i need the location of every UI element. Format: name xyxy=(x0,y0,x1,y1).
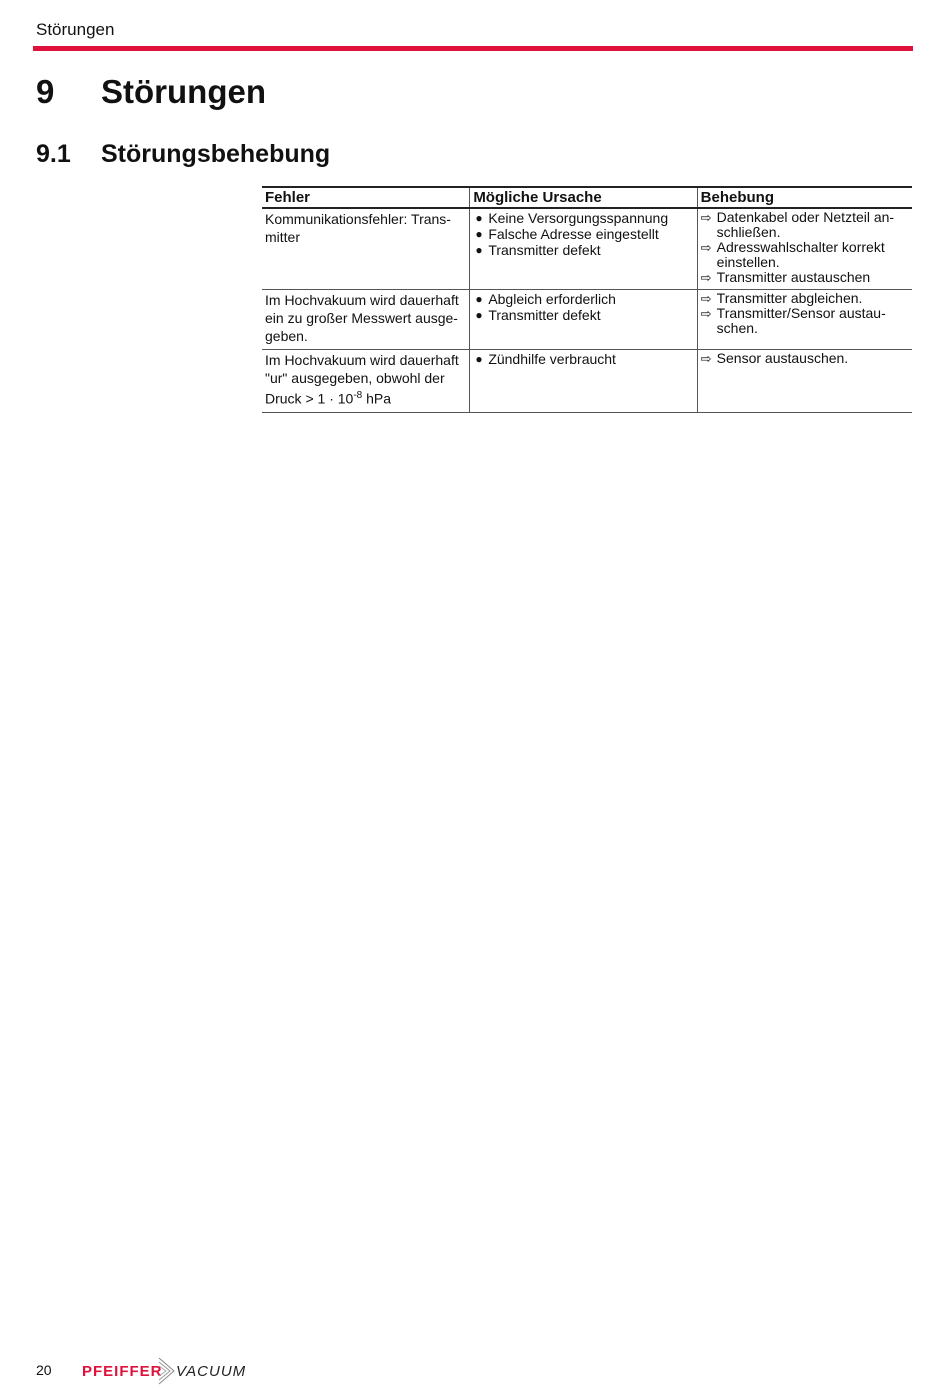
arrow-right-icon: ⇨ xyxy=(700,351,712,366)
table-row xyxy=(262,350,912,413)
page-number: 20 xyxy=(36,1362,52,1378)
pressure-prefix: Druck > 1 · 10 xyxy=(265,390,354,407)
remedy-text: Transmitter/Sensor austau-schen. xyxy=(716,305,886,336)
header-rule xyxy=(33,46,913,51)
bullet-icon: ● xyxy=(475,243,483,257)
arrow-right-icon: ⇨ xyxy=(700,306,712,321)
remedy-text: Transmitter austauschen xyxy=(716,269,871,285)
arrow-right-icon: ⇨ xyxy=(700,210,712,225)
remedy-item xyxy=(701,270,909,285)
column-header-cause: Mögliche Ursache xyxy=(470,187,697,208)
cause-text: Zündhilfe verbraucht xyxy=(488,351,616,367)
remedy-item xyxy=(701,210,909,240)
brand-logo xyxy=(82,1356,262,1386)
cause-item xyxy=(473,307,693,323)
troubleshooting-table xyxy=(262,186,912,413)
cause-text: Abgleich erforderlich xyxy=(488,291,616,307)
fault-line: geben. xyxy=(265,328,308,344)
remedy-text: Transmitter abgleichen. xyxy=(716,290,863,306)
cause-item xyxy=(473,226,693,242)
arrow-right-icon: ⇨ xyxy=(700,270,712,285)
fault-line: ein zu großer Messwert ausge- xyxy=(265,310,458,326)
remedy-text: Adresswahlschalter korrekt einstellen. xyxy=(716,239,885,270)
cause-cell xyxy=(470,290,697,350)
cause-cell xyxy=(470,208,697,290)
logo-swoosh-icon xyxy=(158,1356,176,1386)
bullet-icon: ● xyxy=(475,211,483,225)
remedy-item xyxy=(701,306,909,336)
chapter-title: Störungen xyxy=(101,73,266,110)
brand-primary: PFEIFFER xyxy=(82,1363,163,1380)
table-header-row xyxy=(262,187,912,208)
section-title: Störungsbehebung xyxy=(101,140,331,168)
column-header-remedy: Behebung xyxy=(697,187,912,208)
cause-text: Falsche Adresse eingestellt xyxy=(488,226,659,242)
pressure-exponent: -8 xyxy=(353,390,363,401)
remedy-item xyxy=(701,291,909,306)
remedy-item xyxy=(701,351,909,366)
fault-cell xyxy=(262,350,470,413)
running-header: Störungen xyxy=(36,20,115,39)
fault-line: Kommunikationsfehler: Trans- xyxy=(265,211,451,227)
cause-item xyxy=(473,351,693,367)
cause-item xyxy=(473,291,693,307)
section-number: 9.1 xyxy=(36,140,71,168)
fault-cell xyxy=(262,290,470,350)
pressure-unit: hPa xyxy=(362,390,392,407)
fault-line: Im Hochvakuum wird dauerhaft xyxy=(265,352,459,368)
remedy-text: Datenkabel oder Netzteil an-schließen. xyxy=(716,209,895,240)
bullet-icon: ● xyxy=(475,352,483,366)
cause-text: Keine Versorgungsspannung xyxy=(488,210,669,226)
bullet-icon: ● xyxy=(475,308,483,322)
fault-pressure-line xyxy=(265,387,466,408)
cause-text: Transmitter defekt xyxy=(488,242,601,258)
cause-cell xyxy=(470,350,697,413)
cause-text: Transmitter defekt xyxy=(488,307,601,323)
fault-line: Im Hochvakuum wird dauerhaft xyxy=(265,292,459,308)
arrow-right-icon: ⇨ xyxy=(700,291,712,306)
fault-cell xyxy=(262,208,470,290)
remedy-cell xyxy=(697,208,912,290)
remedy-text: Sensor austauschen. xyxy=(716,350,849,366)
arrow-right-icon: ⇨ xyxy=(700,240,712,255)
chapter-number: 9 xyxy=(36,73,55,110)
cause-item xyxy=(473,210,693,226)
remedy-item xyxy=(701,240,909,270)
bullet-icon: ● xyxy=(475,227,483,241)
fault-line: mitter xyxy=(265,229,300,245)
column-header-fault: Fehler xyxy=(262,187,470,208)
fault-line: "ur" ausgegeben, obwohl der xyxy=(265,370,445,386)
remedy-cell xyxy=(697,290,912,350)
remedy-cell xyxy=(697,350,912,413)
bullet-icon: ● xyxy=(475,292,483,306)
table-row xyxy=(262,290,912,350)
cause-item xyxy=(473,242,693,258)
brand-secondary: VACUUM xyxy=(176,1363,247,1380)
table-row xyxy=(262,208,912,290)
